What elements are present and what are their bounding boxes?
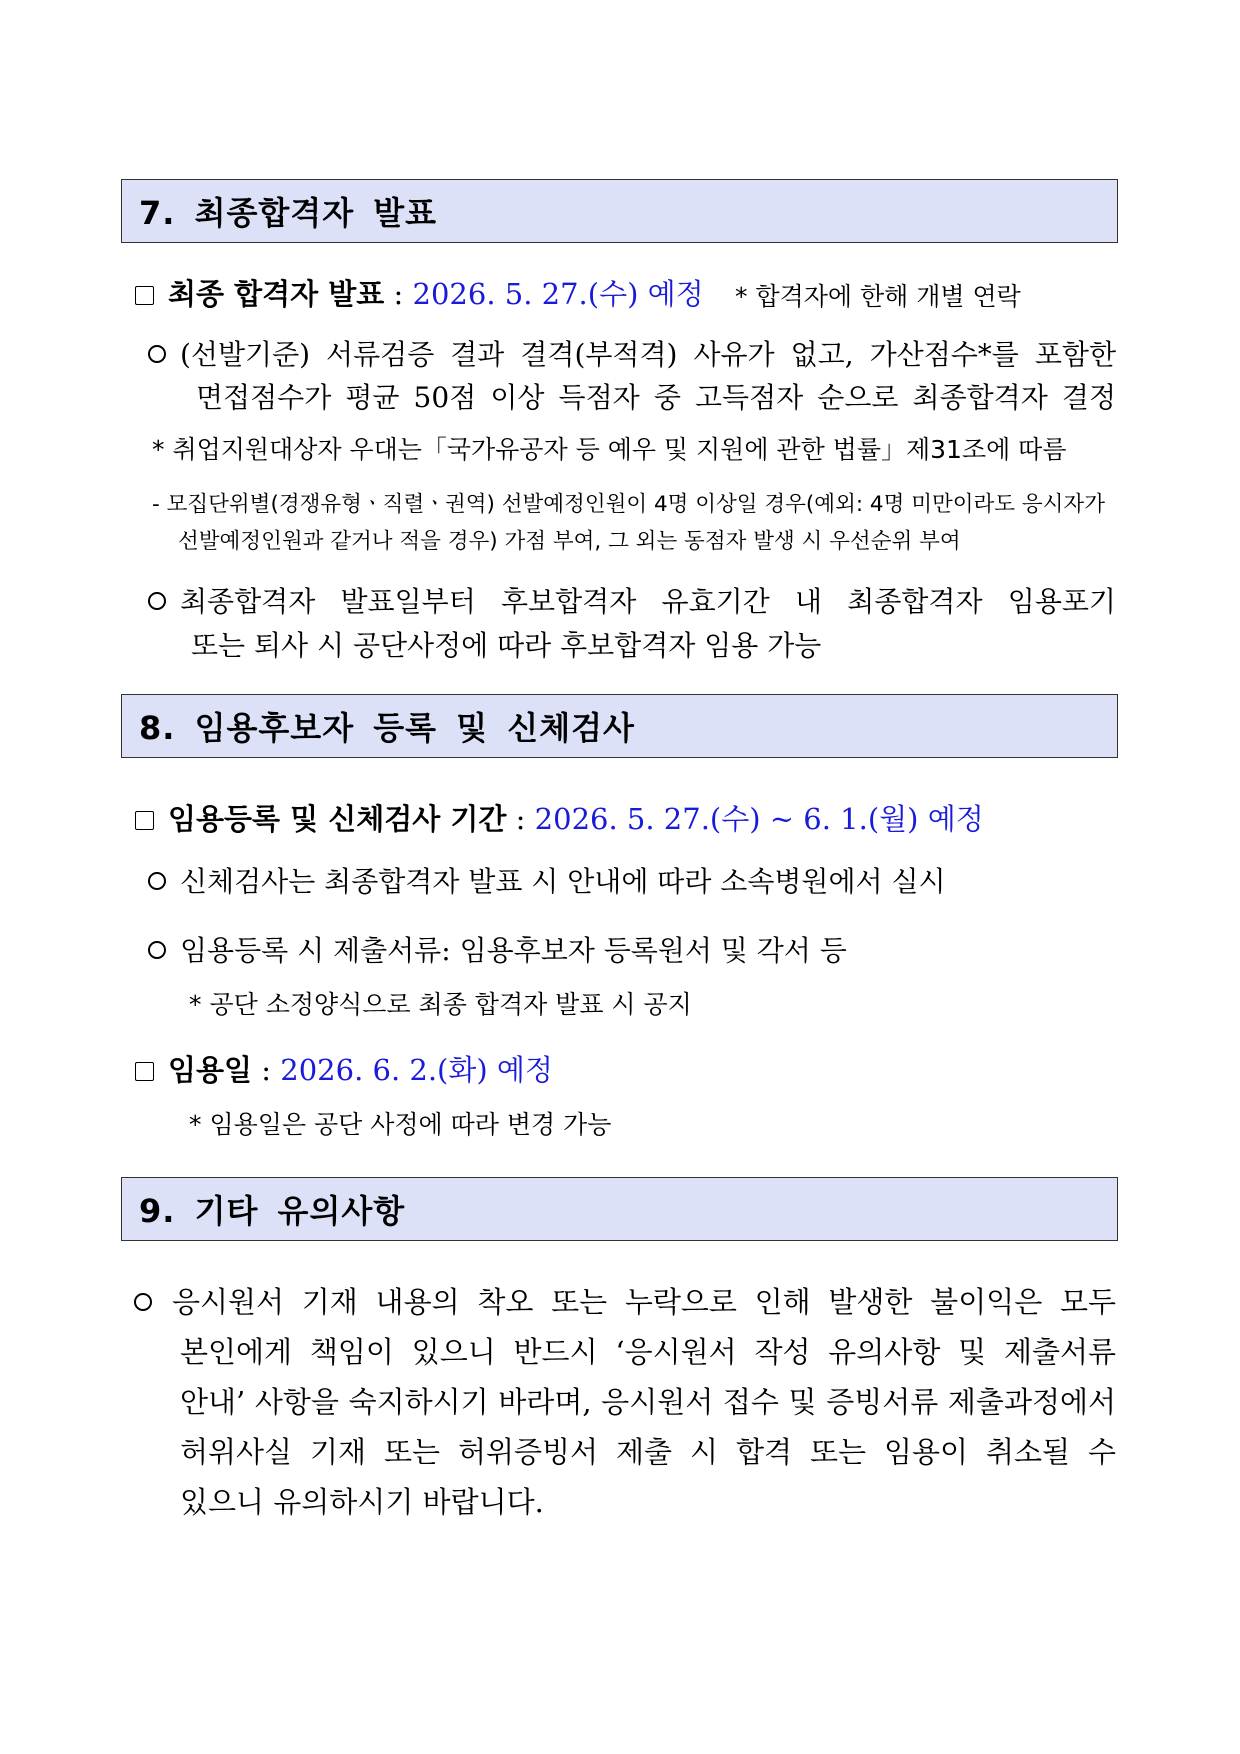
section-7-title: 7. 최종합격자 발표: [139, 194, 438, 232]
bonus-note-line-2: 선발예정인원과 같거나 적을 경우) 가점 부여, 그 외는 동점자 발생 시 우선순위 부여: [178, 529, 961, 554]
exam-line: 신체검사는 최종합격자 발표 시 안내에 따라 소속병원에서 실시: [148, 860, 946, 900]
backup-line-1: 최종합격자 발표일부터 후보합격자 유효기간 내 최종합격자 임용포기: [148, 580, 1116, 620]
checkbox-square-icon: [135, 811, 154, 830]
period-label: 임용등록 및 신체검사 기간: [168, 802, 507, 836]
appoint-sep: :: [252, 1053, 281, 1087]
period-line: [135, 797, 984, 838]
section-9-header: [121, 1177, 1118, 1241]
criteria-line-1: (선발기준) 서류검증 결과 결격(부적격) 사유가 없고, 가산점수*를 포함한: [148, 333, 1116, 373]
announce-note: * 합격자에 한해 개별 연락: [735, 282, 1021, 311]
docs-note: * 공단 소정양식으로 최종 합격자 발표 시 공지: [189, 990, 692, 1019]
period-sep: :: [506, 802, 535, 836]
checkbox-square-icon: [135, 1062, 154, 1081]
announce-label: 최종 합격자 발표: [168, 277, 385, 311]
circle-bullet-icon: [148, 872, 166, 890]
announce-line: [135, 272, 704, 313]
caution-line-2: 본인에게 책임이 있으니 반드시 ‘응시원서 작성 유의사항 및 제출서류: [180, 1335, 1116, 1369]
appoint-line: [135, 1048, 553, 1089]
circle-bullet-icon: [148, 941, 166, 959]
section-8-header: [121, 694, 1118, 758]
checkbox-square-icon: [135, 286, 154, 305]
caution-line-4: 허위사실 기재 또는 허위증빙서 제출 시 합격 또는 임용이 취소될 수: [180, 1435, 1116, 1469]
section-8-title: 8. 임용후보자 등록 및 신체검사: [139, 709, 635, 747]
circle-bullet-icon: [134, 1293, 152, 1311]
veteran-note: * 취업지원대상자 우대는「국가유공자 등 예우 및 지원에 관한 법률」제31조에 따름: [152, 435, 1067, 464]
caution-line-5: 있으니 유의하시기 바랍니다.: [180, 1485, 544, 1519]
appoint-label: 임용일: [168, 1053, 253, 1087]
section-9-title: 9. 기타 유의사항: [139, 1192, 406, 1230]
caution-line-1: 응시원서 기재 내용의 착오 또는 누락으로 인해 발생한 불이익은 모두: [134, 1280, 1116, 1321]
backup-line-2: 또는 퇴사 시 공단사정에 따라 후보합격자 임용 가능: [191, 629, 822, 662]
announce-date: 2026. 5. 27.(수) 예정: [412, 277, 704, 311]
docs-line: 임용등록 시 제출서류: 임용후보자 등록원서 및 각서 등: [148, 929, 847, 969]
appoint-note: * 임용일은 공단 사정에 따라 변경 가능: [189, 1110, 612, 1139]
period-date: 2026. 5. 27.(수) ~ 6. 1.(월) 예정: [534, 802, 984, 836]
circle-bullet-icon: [148, 592, 166, 610]
section-7-header: [121, 179, 1118, 243]
circle-bullet-icon: [148, 345, 166, 363]
bonus-note-line-1: - 모집단위별(경쟁유형ㆍ직렬ㆍ권역) 선발예정인원이 4명 이상일 경우(예외: 4명 미만이라도 응시자가: [152, 492, 1105, 517]
criteria-line-2: 면접점수가 평균 50점 이상 득점자 중 고득점자 순으로 최종합격자 결정: [196, 381, 1116, 414]
appoint-date: 2026. 6. 2.(화) 예정: [280, 1053, 553, 1087]
announce-sep: :: [384, 277, 413, 311]
caution-line-3: 안내’ 사항을 숙지하시기 바라며, 응시원서 접수 및 증빙서류 제출과정에서: [180, 1385, 1116, 1419]
